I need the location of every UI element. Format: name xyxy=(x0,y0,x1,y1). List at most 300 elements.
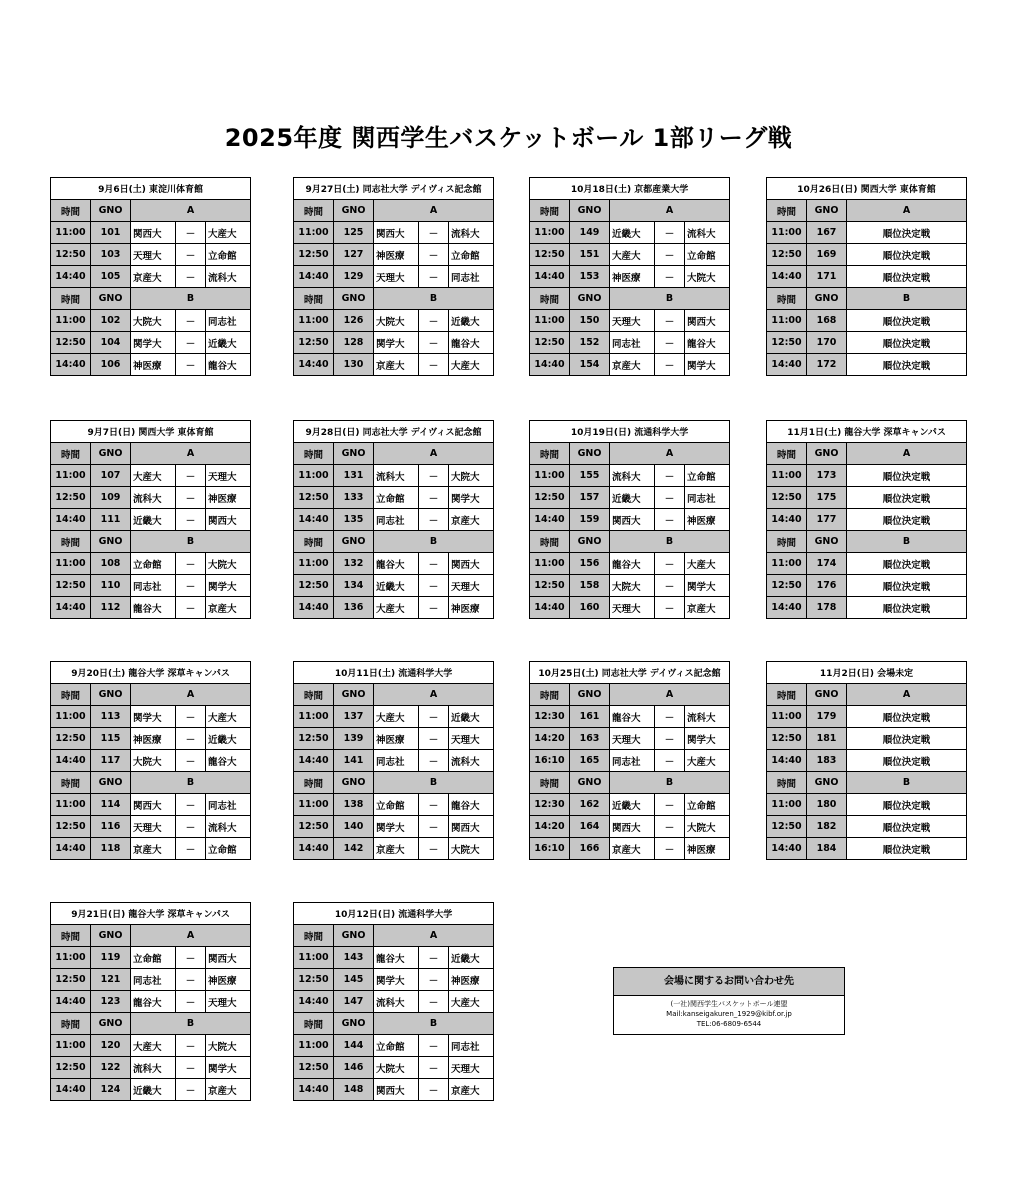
home-team: 天理大 xyxy=(610,597,655,619)
game-number: 109 xyxy=(91,487,131,509)
home-team: 関西大 xyxy=(131,794,176,816)
contact-tel[interactable]: TEL:06-6809-6544 xyxy=(696,1020,762,1028)
away-team: 関学大 xyxy=(685,728,730,750)
home-team: 流科大 xyxy=(131,487,176,509)
venue-row xyxy=(294,178,494,200)
game-number: 164 xyxy=(570,816,610,838)
away-team: 大産大 xyxy=(685,553,730,575)
game-number: 120 xyxy=(91,1035,131,1057)
group-label: A xyxy=(374,684,494,706)
away-team: 関西大 xyxy=(685,310,730,332)
away-team: 龍谷大 xyxy=(685,332,730,354)
venue-row xyxy=(294,421,494,443)
game-time: 14:40 xyxy=(294,1079,334,1101)
versus-dash: － xyxy=(176,575,206,597)
away-team: 同志社 xyxy=(685,487,730,509)
away-team: 京産大 xyxy=(685,597,730,619)
time-header: 時間 xyxy=(530,443,570,465)
game-time: 12:50 xyxy=(767,487,807,509)
game-row xyxy=(51,222,251,244)
away-team: 大産大 xyxy=(449,354,494,376)
versus-dash: － xyxy=(419,222,449,244)
game-time: 12:50 xyxy=(51,969,91,991)
group-header-row xyxy=(294,925,494,947)
group-header-row xyxy=(51,288,251,310)
game-number: 183 xyxy=(807,750,847,772)
game-time: 11:00 xyxy=(51,222,91,244)
time-header: 時間 xyxy=(294,925,334,947)
away-team: 大院大 xyxy=(449,465,494,487)
home-team: 流科大 xyxy=(374,991,419,1013)
home-team: 京産大 xyxy=(374,354,419,376)
game-time: 14:40 xyxy=(51,509,91,531)
game-number: 127 xyxy=(334,244,374,266)
schedule-block xyxy=(50,420,251,619)
versus-dash: － xyxy=(176,487,206,509)
versus-dash: － xyxy=(176,465,206,487)
away-team: 流科大 xyxy=(685,706,730,728)
versus-dash: － xyxy=(655,465,685,487)
game-row xyxy=(51,487,251,509)
game-row xyxy=(51,1057,251,1079)
game-time: 12:50 xyxy=(51,487,91,509)
home-team: 同志社 xyxy=(131,575,176,597)
game-time: 11:00 xyxy=(530,465,570,487)
group-label: B xyxy=(131,1013,251,1035)
group-header-row xyxy=(51,531,251,553)
home-team: 京産大 xyxy=(610,838,655,860)
game-row xyxy=(51,728,251,750)
game-note: 順位決定戦 xyxy=(847,553,967,575)
away-team: 大産大 xyxy=(449,991,494,1013)
away-team: 京産大 xyxy=(449,1079,494,1101)
venue-date: 10月25日(土) 同志社大学 デイヴィス記念館 xyxy=(530,662,730,684)
home-team: 天理大 xyxy=(610,728,655,750)
away-team: 近畿大 xyxy=(206,728,251,750)
away-team: 神医療 xyxy=(685,838,730,860)
game-row xyxy=(767,465,967,487)
group-label: A xyxy=(847,443,967,465)
game-number: 144 xyxy=(334,1035,374,1057)
game-row xyxy=(767,706,967,728)
venue-date: 9月21日(日) 龍谷大学 深草キャンパス xyxy=(51,903,251,925)
game-time: 11:00 xyxy=(51,465,91,487)
home-team: 神医療 xyxy=(131,354,176,376)
group-label: A xyxy=(374,925,494,947)
game-row xyxy=(51,266,251,288)
time-header: 時間 xyxy=(767,772,807,794)
game-time: 14:40 xyxy=(51,750,91,772)
home-team: 近畿大 xyxy=(610,487,655,509)
game-row xyxy=(530,509,730,531)
game-number: 143 xyxy=(334,947,374,969)
game-number: 176 xyxy=(807,575,847,597)
group-header-row xyxy=(294,288,494,310)
versus-dash: － xyxy=(176,553,206,575)
versus-dash: － xyxy=(655,332,685,354)
game-number: 115 xyxy=(91,728,131,750)
game-number: 132 xyxy=(334,553,374,575)
game-time: 14:40 xyxy=(294,991,334,1013)
home-team: 流科大 xyxy=(610,465,655,487)
game-time: 14:40 xyxy=(51,354,91,376)
versus-dash: － xyxy=(655,794,685,816)
away-team: 関西大 xyxy=(206,947,251,969)
group-label: B xyxy=(131,531,251,553)
game-time: 12:50 xyxy=(294,969,334,991)
game-time: 11:00 xyxy=(294,465,334,487)
game-time: 12:50 xyxy=(767,728,807,750)
game-number: 114 xyxy=(91,794,131,816)
versus-dash: － xyxy=(419,553,449,575)
game-row xyxy=(51,991,251,1013)
gno-header: GNO xyxy=(334,772,374,794)
game-time: 14:20 xyxy=(530,816,570,838)
home-team: 京産大 xyxy=(131,266,176,288)
group-label: A xyxy=(374,443,494,465)
schedule-block xyxy=(293,177,494,376)
away-team: 龍谷大 xyxy=(449,332,494,354)
away-team: 天理大 xyxy=(449,1057,494,1079)
home-team: 天理大 xyxy=(610,310,655,332)
schedule-block xyxy=(293,420,494,619)
versus-dash: － xyxy=(419,728,449,750)
gno-header: GNO xyxy=(91,772,131,794)
schedule-block xyxy=(766,661,967,860)
venue-row xyxy=(530,662,730,684)
venue-row xyxy=(294,903,494,925)
group-header-row xyxy=(294,684,494,706)
home-team: 同志社 xyxy=(610,750,655,772)
versus-dash: － xyxy=(655,487,685,509)
game-number: 172 xyxy=(807,354,847,376)
gno-header: GNO xyxy=(807,288,847,310)
home-team: 神医療 xyxy=(374,728,419,750)
versus-dash: － xyxy=(655,838,685,860)
game-row xyxy=(294,1035,494,1057)
away-team: 立命館 xyxy=(206,838,251,860)
game-time: 11:00 xyxy=(767,465,807,487)
game-number: 103 xyxy=(91,244,131,266)
home-team: 同志社 xyxy=(131,969,176,991)
game-number: 184 xyxy=(807,838,847,860)
group-header-row xyxy=(767,200,967,222)
venue-date: 10月26日(日) 関西大学 東体育館 xyxy=(767,178,967,200)
game-row xyxy=(294,1079,494,1101)
game-number: 149 xyxy=(570,222,610,244)
versus-dash: － xyxy=(176,266,206,288)
group-header-row xyxy=(51,925,251,947)
game-number: 159 xyxy=(570,509,610,531)
time-header: 時間 xyxy=(51,288,91,310)
game-row xyxy=(51,947,251,969)
versus-dash: － xyxy=(419,816,449,838)
group-label: A xyxy=(131,443,251,465)
game-note: 順位決定戦 xyxy=(847,706,967,728)
group-label: A xyxy=(374,200,494,222)
group-header-row xyxy=(51,684,251,706)
game-time: 11:00 xyxy=(767,222,807,244)
schedule-block xyxy=(293,902,494,1101)
versus-dash: － xyxy=(419,991,449,1013)
group-label: A xyxy=(131,200,251,222)
gno-header: GNO xyxy=(807,443,847,465)
versus-dash: － xyxy=(419,244,449,266)
game-time: 11:00 xyxy=(51,794,91,816)
group-label: B xyxy=(131,288,251,310)
game-number: 141 xyxy=(334,750,374,772)
game-time: 14:40 xyxy=(294,266,334,288)
venue-date: 11月1日(土) 龍谷大学 深草キャンパス xyxy=(767,421,967,443)
time-header: 時間 xyxy=(294,531,334,553)
game-time: 14:40 xyxy=(530,354,570,376)
game-row xyxy=(530,244,730,266)
home-team: 神医療 xyxy=(610,266,655,288)
game-number: 123 xyxy=(91,991,131,1013)
game-time: 14:40 xyxy=(51,1079,91,1101)
versus-dash: － xyxy=(176,1057,206,1079)
game-time: 14:40 xyxy=(51,597,91,619)
home-team: 同志社 xyxy=(374,750,419,772)
venue-date: 9月27日(土) 同志社大学 デイヴィス記念館 xyxy=(294,178,494,200)
away-team: 立命館 xyxy=(449,244,494,266)
venue-date: 9月6日(土) 東淀川体育館 xyxy=(51,178,251,200)
game-row xyxy=(767,310,967,332)
home-team: 近畿大 xyxy=(131,1079,176,1101)
group-label: A xyxy=(610,200,730,222)
game-note: 順位決定戦 xyxy=(847,750,967,772)
game-number: 148 xyxy=(334,1079,374,1101)
game-time: 14:40 xyxy=(530,266,570,288)
versus-dash: － xyxy=(419,750,449,772)
contact-box xyxy=(613,967,845,1035)
gno-header: GNO xyxy=(570,443,610,465)
venue-row xyxy=(51,178,251,200)
versus-dash: － xyxy=(419,947,449,969)
game-number: 151 xyxy=(570,244,610,266)
versus-dash: － xyxy=(176,969,206,991)
game-row xyxy=(767,575,967,597)
game-number: 168 xyxy=(807,310,847,332)
group-header-row xyxy=(530,443,730,465)
group-header-row xyxy=(294,1013,494,1035)
game-number: 139 xyxy=(334,728,374,750)
away-team: 関学大 xyxy=(685,575,730,597)
time-header: 時間 xyxy=(51,531,91,553)
game-row xyxy=(51,750,251,772)
contact-mail[interactable]: Mail:kanseigakuren_1929@kibf.or.jp xyxy=(666,1010,792,1018)
away-team: 流科大 xyxy=(449,750,494,772)
game-number: 157 xyxy=(570,487,610,509)
group-header-row xyxy=(294,200,494,222)
home-team: 立命館 xyxy=(131,553,176,575)
venue-row xyxy=(51,903,251,925)
game-row xyxy=(51,794,251,816)
game-row xyxy=(294,838,494,860)
game-row xyxy=(530,332,730,354)
group-header-row xyxy=(51,443,251,465)
versus-dash: － xyxy=(176,750,206,772)
gno-header: GNO xyxy=(91,443,131,465)
home-team: 流科大 xyxy=(374,465,419,487)
gno-header: GNO xyxy=(807,772,847,794)
game-time: 11:00 xyxy=(51,947,91,969)
game-number: 116 xyxy=(91,816,131,838)
game-time: 11:00 xyxy=(294,947,334,969)
home-team: 龍谷大 xyxy=(610,706,655,728)
game-note: 順位決定戦 xyxy=(847,597,967,619)
away-team: 関学大 xyxy=(206,575,251,597)
gno-header: GNO xyxy=(91,925,131,947)
game-number: 181 xyxy=(807,728,847,750)
away-team: 関学大 xyxy=(685,354,730,376)
time-header: 時間 xyxy=(51,200,91,222)
time-header: 時間 xyxy=(767,531,807,553)
group-label: A xyxy=(131,925,251,947)
away-team: 関学大 xyxy=(206,1057,251,1079)
versus-dash: － xyxy=(419,487,449,509)
home-team: 関西大 xyxy=(131,222,176,244)
home-team: 京産大 xyxy=(374,838,419,860)
home-team: 立命館 xyxy=(131,947,176,969)
schedule-block xyxy=(766,420,967,619)
versus-dash: － xyxy=(176,794,206,816)
game-time: 16:10 xyxy=(530,838,570,860)
away-team: 関学大 xyxy=(449,487,494,509)
gno-header: GNO xyxy=(334,925,374,947)
game-note: 順位決定戦 xyxy=(847,509,967,531)
game-number: 113 xyxy=(91,706,131,728)
game-number: 158 xyxy=(570,575,610,597)
game-time: 11:00 xyxy=(294,1035,334,1057)
group-header-row xyxy=(294,772,494,794)
versus-dash: － xyxy=(655,575,685,597)
venue-date: 9月28日(日) 同志社大学 デイヴィス記念館 xyxy=(294,421,494,443)
versus-dash: － xyxy=(655,553,685,575)
time-header: 時間 xyxy=(767,443,807,465)
group-header-row xyxy=(530,200,730,222)
versus-dash: － xyxy=(176,332,206,354)
away-team: 立命館 xyxy=(206,244,251,266)
gno-header: GNO xyxy=(91,1013,131,1035)
game-row xyxy=(51,244,251,266)
away-team: 同志社 xyxy=(449,1035,494,1057)
group-header-row xyxy=(530,288,730,310)
home-team: 関学大 xyxy=(374,816,419,838)
game-note: 順位決定戦 xyxy=(847,332,967,354)
group-header-row xyxy=(294,531,494,553)
game-time: 12:50 xyxy=(294,728,334,750)
away-team: 神医療 xyxy=(449,597,494,619)
versus-dash: － xyxy=(655,354,685,376)
versus-dash: － xyxy=(176,597,206,619)
page-title: 2025年度 関西学生バスケットボール 1部リーグ戦 xyxy=(224,124,793,152)
game-row xyxy=(294,509,494,531)
game-time: 11:00 xyxy=(51,553,91,575)
away-team: 神医療 xyxy=(206,487,251,509)
versus-dash: － xyxy=(655,266,685,288)
home-team: 神医療 xyxy=(131,728,176,750)
gno-header: GNO xyxy=(807,684,847,706)
group-label: B xyxy=(374,1013,494,1035)
venue-row xyxy=(767,178,967,200)
game-row xyxy=(294,1057,494,1079)
game-row xyxy=(530,750,730,772)
versus-dash: － xyxy=(176,816,206,838)
contact-org: (一社)関西学生バスケットボール連盟 xyxy=(670,1000,788,1008)
versus-dash: － xyxy=(176,310,206,332)
game-row xyxy=(51,354,251,376)
game-row xyxy=(51,1035,251,1057)
game-number: 106 xyxy=(91,354,131,376)
game-number: 124 xyxy=(91,1079,131,1101)
game-time: 11:00 xyxy=(51,1035,91,1057)
game-row xyxy=(530,310,730,332)
game-time: 11:00 xyxy=(767,553,807,575)
gno-header: GNO xyxy=(334,288,374,310)
home-team: 龍谷大 xyxy=(131,597,176,619)
group-label: B xyxy=(610,531,730,553)
game-time: 11:00 xyxy=(530,553,570,575)
time-header: 時間 xyxy=(294,200,334,222)
away-team: 神医療 xyxy=(449,969,494,991)
home-team: 京産大 xyxy=(131,838,176,860)
game-number: 180 xyxy=(807,794,847,816)
home-team: 京産大 xyxy=(610,354,655,376)
venue-row xyxy=(530,421,730,443)
game-number: 171 xyxy=(807,266,847,288)
home-team: 神医療 xyxy=(374,244,419,266)
game-number: 182 xyxy=(807,816,847,838)
gno-header: GNO xyxy=(91,684,131,706)
game-row xyxy=(294,794,494,816)
game-time: 12:50 xyxy=(767,244,807,266)
versus-dash: － xyxy=(176,947,206,969)
gno-header: GNO xyxy=(807,200,847,222)
game-number: 130 xyxy=(334,354,374,376)
versus-dash: － xyxy=(176,509,206,531)
gno-header: GNO xyxy=(807,531,847,553)
versus-dash: － xyxy=(655,509,685,531)
game-row xyxy=(767,222,967,244)
time-header: 時間 xyxy=(294,684,334,706)
gno-header: GNO xyxy=(570,200,610,222)
game-time: 14:40 xyxy=(294,597,334,619)
time-header: 時間 xyxy=(294,443,334,465)
game-row xyxy=(530,553,730,575)
game-row xyxy=(51,838,251,860)
home-team: 流科大 xyxy=(131,1057,176,1079)
game-time: 14:40 xyxy=(767,354,807,376)
game-number: 138 xyxy=(334,794,374,816)
group-label: B xyxy=(610,288,730,310)
game-number: 108 xyxy=(91,553,131,575)
game-time: 11:00 xyxy=(294,794,334,816)
versus-dash: － xyxy=(419,575,449,597)
home-team: 大産大 xyxy=(610,244,655,266)
game-row xyxy=(294,991,494,1013)
game-row xyxy=(767,750,967,772)
game-row xyxy=(51,553,251,575)
game-time: 14:40 xyxy=(294,838,334,860)
game-time: 12:50 xyxy=(51,816,91,838)
group-header-row xyxy=(767,443,967,465)
game-row xyxy=(530,266,730,288)
home-team: 龍谷大 xyxy=(374,947,419,969)
game-row xyxy=(294,969,494,991)
away-team: 関西大 xyxy=(206,509,251,531)
game-time: 12:50 xyxy=(294,575,334,597)
